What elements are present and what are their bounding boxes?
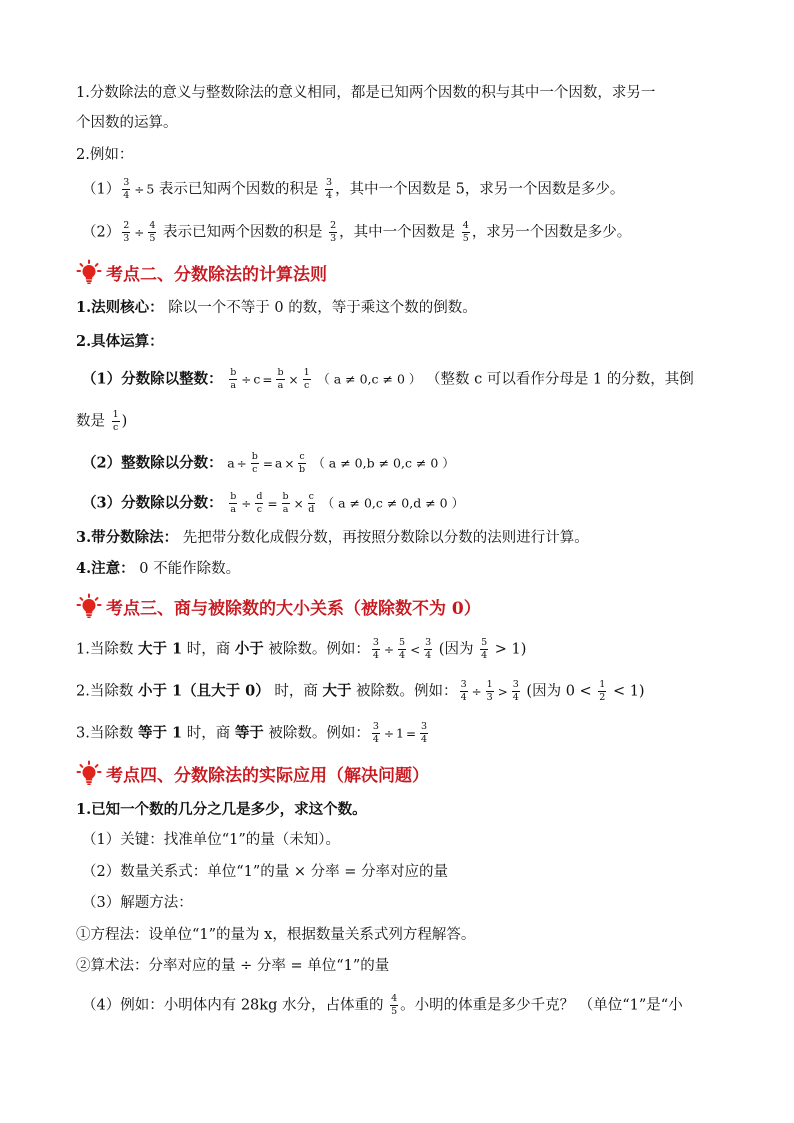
fraction: $\frac{4}{5}$ xyxy=(462,220,469,244)
fraction: $\frac{d}{c}$ xyxy=(256,491,263,515)
application-step-2: （2）数量关系式：单位“1”的量 × 分率 = 分率对应的量 xyxy=(82,864,449,880)
fraction: $\frac{2}{3}$ xyxy=(330,220,337,244)
example-1-prefix: （1） xyxy=(82,181,121,198)
rule-core: 1.法则核心： 除以一个不等于 0 的数，等于乘这个数的倒数。 xyxy=(76,299,477,316)
fraction: $\frac{b}{a}$ xyxy=(230,367,237,391)
meaning-line-1: 1.分数除法的意义与整数除法的意义相同，都是已知两个因数的积与其中一个因数，求另一 xyxy=(76,85,656,101)
rule-3-condition: （ a ≠ 0,c ≠ 0,d ≠ 0 ） xyxy=(321,495,465,511)
application-example: （4）例如：小明体内有 28kg 水分，占体重的 $\frac{4}{5}$ 。小明的体重是多少千克？ （单位“1”是“小 xyxy=(82,993,683,1017)
fraction: $\frac{b}{a}$ xyxy=(282,491,289,515)
example-2: （2） $\frac{2}{3}$ ÷ $\frac{4}{5}$ 表示已知两个因数的积是 $\frac{2}{3}$ ，其中一个因数是 $\frac{4}{5}$ ，求另一个因数是多少。 xyxy=(82,220,632,244)
rule-note: 4.注意： 0 不能作除数。 xyxy=(76,560,241,577)
divide-sign: ÷ xyxy=(134,182,145,197)
section-title: 考点三、商与被除数的大小关系（被除数不为 0） xyxy=(106,598,481,619)
application-step-3: （3）解题方法： xyxy=(82,895,193,911)
rule-2-label: （2）整数除以分数： xyxy=(82,454,223,472)
section-title: 考点二、分数除法的计算法则 xyxy=(106,264,327,285)
fraction: $\frac{3}{4}$ xyxy=(372,721,379,745)
example-1: （1） $\frac{3}{4}$ ÷ 5 表示已知两个因数的积是 $\frac{3}{4}$ ，其中一个因数是 5，求另一个因数是多少。 xyxy=(82,177,625,201)
fraction: $\frac{2}{3}$ xyxy=(123,220,130,244)
relation-3: 3.当除数 等于 1 时，商 等于 被除数。例如： $\frac{3}{4}$ ÷ 1 = $\frac{3}{4}$ xyxy=(76,721,428,745)
fraction: $\frac{1}{2}$ xyxy=(599,679,606,703)
rule-ops-label: 2.具体运算： xyxy=(76,333,164,350)
relation-2: 2.当除数 小于 1（且大于 0） 时，商 大于 被除数。例如： $\frac{3}{4}$ ÷ $\frac{1}{3}$ > $\frac{3}{4}$ (因为 0 < $\frac{1}{2}$ < 1) xyxy=(76,679,645,703)
fraction: $\frac{3}{4}$ xyxy=(123,177,130,201)
rule-note-label: 4.注意： xyxy=(76,560,135,577)
divide-sign: ÷ xyxy=(134,225,145,240)
fraction: $\frac{5}{4}$ xyxy=(399,637,406,661)
fraction: $\frac{3}{4}$ xyxy=(421,721,428,745)
fraction: $\frac{3}{4}$ xyxy=(326,177,333,201)
meaning-line-2: 个因数的运算。 xyxy=(76,115,178,131)
fraction: $\frac{1}{3}$ xyxy=(486,679,493,703)
rule-3-label: （3）分数除以分数： xyxy=(82,494,223,512)
relation-1: 1.当除数 大于 1 时，商 小于 被除数。例如： $\frac{3}{4}$ ÷ $\frac{5}{4}$ < $\frac{3}{4}$ (因为 $\frac{5}{4}$ > 1) xyxy=(76,637,527,661)
rule-1: （1）分数除以整数： $\frac{b}{a}$ ÷ c = $\frac{b}{a}$ × $\frac{1}{c}$ （ a ≠ 0,c ≠ 0 ） （整数 c 可以看作分母是 1 的分数，其倒 xyxy=(82,367,694,391)
fraction: $\frac{c}{b}$ xyxy=(299,451,306,475)
rule-1-label: （1）分数除以整数： xyxy=(82,370,223,388)
fraction: $\frac{3}{4}$ xyxy=(512,679,519,703)
method-arithmetic: ②算术法：分率对应的量 ÷ 分率 = 单位“1”的量 xyxy=(76,958,390,974)
section-heading-4 xyxy=(76,760,429,786)
example-2-prefix: （2） xyxy=(82,224,121,241)
rule-2-condition: （ a ≠ 0,b ≠ 0,c ≠ 0 ） xyxy=(312,455,455,471)
lightbulb-icon xyxy=(76,259,102,285)
fraction: $\frac{3}{4}$ xyxy=(425,637,432,661)
fraction: $\frac{4}{5}$ xyxy=(149,220,156,244)
rule-mixed-label: 3.带分数除法： xyxy=(76,529,179,546)
fraction: $\frac{4}{5}$ xyxy=(391,993,398,1017)
fraction: $\frac{3}{4}$ xyxy=(372,637,379,661)
method-equation: ①方程法：设单位“1”的量为 x，根据数量关系式列方程解答。 xyxy=(76,927,476,943)
section-title: 考点四、分数除法的实际应用（解决问题） xyxy=(106,765,429,786)
rule-core-label: 1.法则核心： xyxy=(76,299,164,316)
lightbulb-icon xyxy=(76,593,102,619)
rule-1-condition: （ a ≠ 0,c ≠ 0 ） xyxy=(317,371,422,387)
fraction: $\frac{b}{a}$ xyxy=(230,491,237,515)
fraction: $\frac{1}{c}$ xyxy=(303,367,310,391)
fraction: $\frac{b}{c}$ xyxy=(251,451,258,475)
fraction: $\frac{3}{4}$ xyxy=(460,679,467,703)
lightbulb-icon xyxy=(76,760,102,786)
fraction: $\frac{5}{4}$ xyxy=(481,637,488,661)
fraction: $\frac{b}{a}$ xyxy=(277,367,284,391)
fraction: $\frac{c}{d}$ xyxy=(308,491,315,515)
section-heading-2 xyxy=(76,259,327,285)
rule-1-note: （整数 c 可以看作分母是 1 的分数，其倒 xyxy=(425,371,694,388)
rule-1-note-cont: 数是 $\frac{1}{c}$ ) xyxy=(76,409,128,433)
example-label: 2.例如： xyxy=(76,147,134,163)
rule-3: （3）分数除以分数： $\frac{b}{a}$ ÷ $\frac{d}{c}$ = $\frac{b}{a}$ × $\frac{c}{d}$ （ a ≠ 0,c ≠ 0,d ≠ 0 ） xyxy=(82,491,465,515)
application-title: 1.已知一个数的几分之几是多少，求这个数。 xyxy=(76,801,367,818)
application-step-1: （1）关键：找准单位“1”的量（未知）。 xyxy=(82,832,341,848)
rule-mixed: 3.带分数除法： 先把带分数化成假分数，再按照分数除以分数的法则进行计算。 xyxy=(76,529,589,546)
rule-2: （2）整数除以分数： a ÷ $\frac{b}{c}$ = a × $\frac{c}{b}$ （ a ≠ 0,b ≠ 0,c ≠ 0 ） xyxy=(82,451,455,475)
section-heading-3 xyxy=(76,593,481,619)
fraction: $\frac{1}{c}$ xyxy=(112,409,119,433)
